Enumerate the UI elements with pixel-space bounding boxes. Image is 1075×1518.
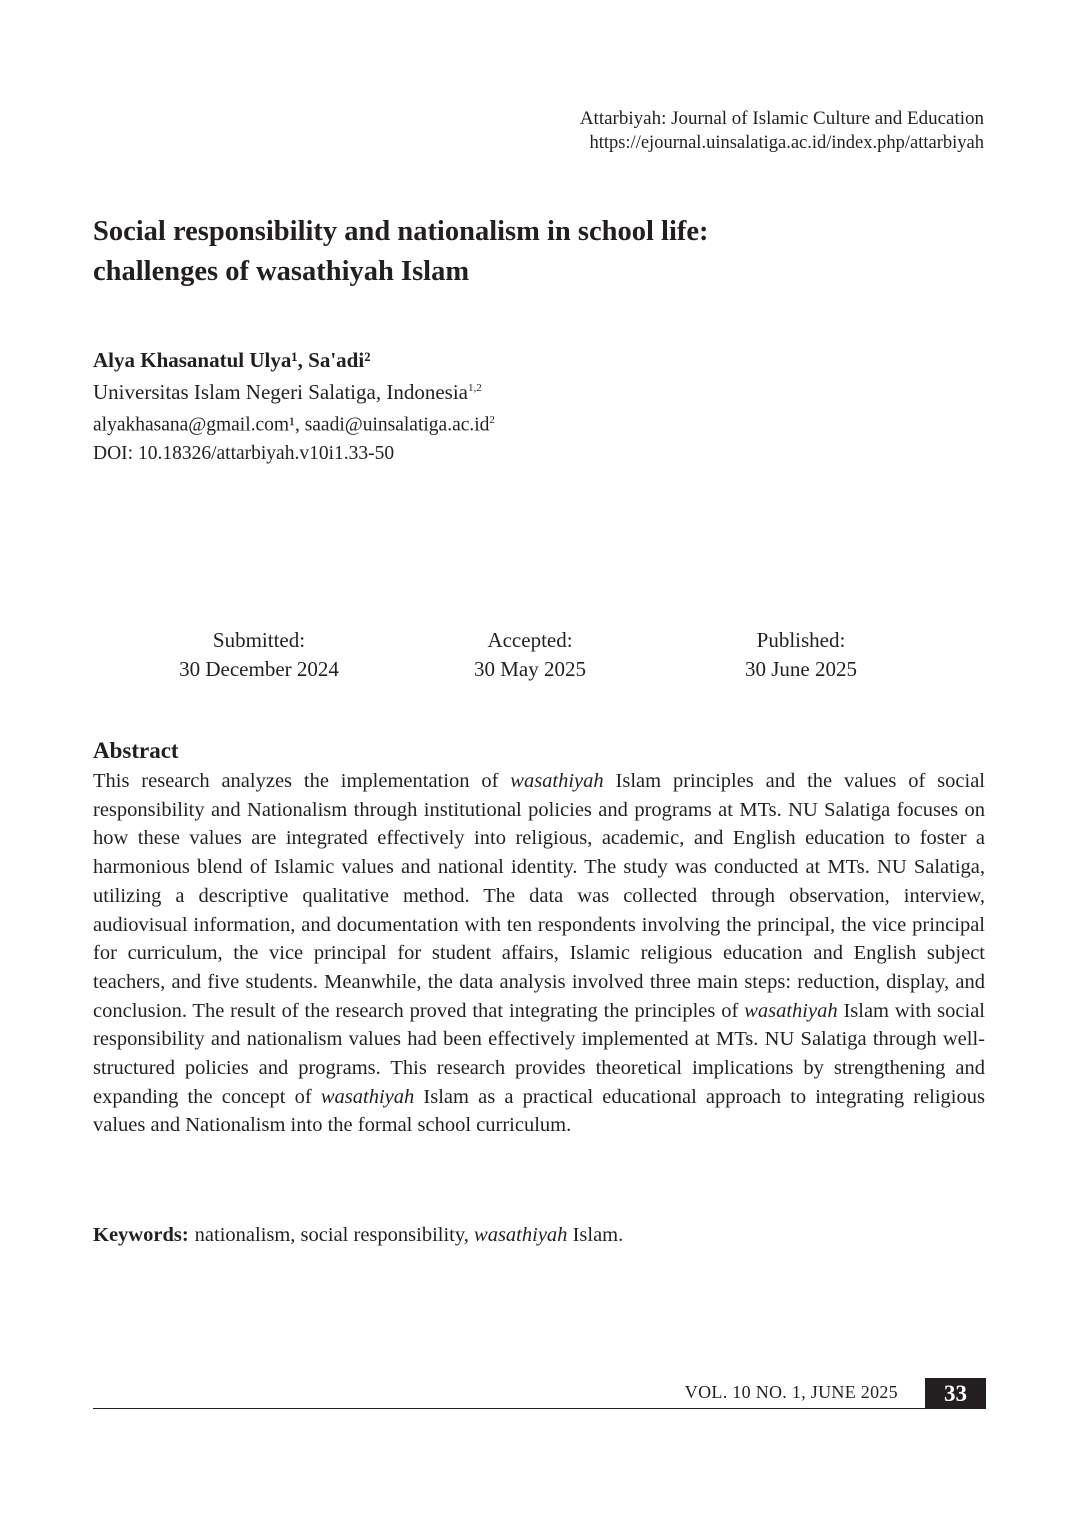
submitted-date	[129, 626, 389, 684]
abstract-italic-2: wasathiyah	[744, 999, 838, 1022]
keywords-italic: wasathiyah	[474, 1224, 568, 1246]
journal-header	[580, 106, 984, 156]
article-title	[93, 212, 973, 292]
accepted-value: 30 May 2025	[474, 657, 586, 681]
submitted-label: Submitted:	[212, 628, 306, 652]
author-info	[93, 346, 495, 468]
abstract-text-1: This research analyzes the implementation of	[93, 770, 511, 792]
journal-url[interactable]: https://ejournal.uinsalatiga.ac.id/index.php/attarbiyah	[589, 133, 984, 153]
affiliation	[93, 374, 495, 406]
abstract-text-3: Islam with social responsibility and nationalism values had been effectively implemented at MTs. NU Salatiga through well-structured policies and programs. This research provides theoretical implications by strengthening and expanding the concept of	[93, 999, 985, 1108]
doi[interactable]: DOI: 10.18326/attarbiyah.v10i1.33-50	[93, 442, 395, 464]
footer-volume: VOL. 10 NO. 1, JUNE 2025	[684, 1382, 898, 1402]
published-label: Published:	[756, 628, 846, 652]
abstract-heading: Abstract	[93, 738, 179, 763]
keywords-text: nationalism, social responsibility,	[194, 1224, 475, 1246]
author-names: Alya Khasanatul Ulya¹, Sa'adi²	[93, 348, 371, 372]
author-emails[interactable]	[93, 406, 495, 440]
affiliation-text: Universitas Islam Negeri Salatiga, Indonesia	[93, 380, 468, 404]
footer-rule	[93, 1408, 985, 1409]
keywords-label: Keywords:	[93, 1224, 189, 1246]
journal-name: Attarbiyah: Journal of Islamic Culture and Education	[579, 108, 984, 129]
abstract-text-2: Islam principles and the values of social responsibility and Nationalism through institutional policies and programs at MTs. NU Salatiga focuses on how these values are integrated effectively into religious, academic, and English education to foster a harmonious blend of Islamic values and national identity. The study was conducted at MTs. NU Salatiga, utilizing a descriptive qualitative method. The data was collected through observation, interview, audiovisual information, and documentation with ten respondents involving the principal, the vice principal for curriculum, the vice principal for student affairs, Islamic religious education and English subject teachers, and five students. Meanwhile, the data analysis involved three main steps: reduction, display, and conclusion. The result of the research proved that integrating the principles of	[93, 770, 986, 1022]
emails-superscript: 2	[489, 414, 495, 426]
abstract-italic-3: wasathiyah	[320, 1085, 415, 1108]
abstract-body	[93, 767, 985, 1140]
keywords	[93, 1221, 985, 1249]
article-title-line-2: challenges of wasathiyah Islam	[93, 256, 470, 287]
accepted-label: Accepted:	[487, 628, 573, 652]
article-title-line-1: Social responsibility and nationalism in school life:	[93, 216, 709, 247]
submitted-value: 30 December 2024	[179, 657, 339, 681]
published-value: 30 June 2025	[745, 657, 857, 681]
published-date	[671, 626, 931, 684]
page-number: 33	[925, 1378, 986, 1409]
accepted-date	[400, 626, 660, 684]
keywords-text-end: Islam.	[567, 1224, 624, 1246]
abstract-text-4: Islam as a practical educational approach to integrating religious values and Nationalism into the formal school curriculum.	[93, 1085, 985, 1137]
author-emails-text[interactable]: alyakhasana@gmail.com¹, saadi@uinsalatiga.ac.id	[93, 414, 490, 436]
abstract-italic-1: wasathiyah	[510, 770, 604, 792]
affiliation-superscript: 1,2	[467, 382, 482, 394]
